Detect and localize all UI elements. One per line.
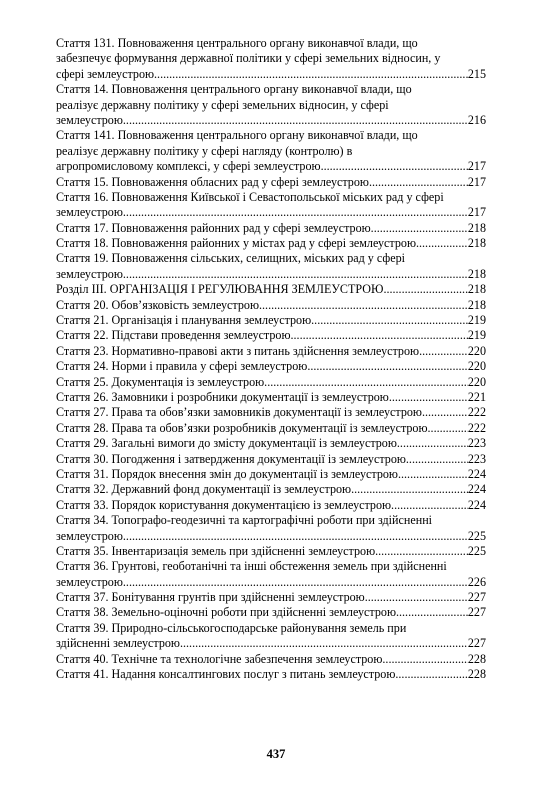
toc-entry xyxy=(56,452,486,467)
toc-page-ref: 227 xyxy=(467,590,486,605)
toc-entry-text: Стаття 26. Замовники і розробники документації із землеустрою xyxy=(56,389,389,404)
toc-entry-line: реалізує державну політику у сфері нагляду (контролю) в xyxy=(56,143,353,158)
toc-page-ref: 225 xyxy=(467,543,486,558)
toc-entry xyxy=(56,298,486,313)
toc-entry-line: Стаття 141. Повноваження центрального органу виконавчої влади, що xyxy=(56,128,418,143)
toc-entry xyxy=(56,344,486,359)
toc-dot-leader xyxy=(365,590,468,605)
toc-dot-leader xyxy=(371,221,468,236)
toc-entry-text: Стаття 37. Бонітування грунтів при здійсненні землеустрою xyxy=(56,590,365,605)
toc-dot-leader xyxy=(416,236,468,251)
toc-entry xyxy=(56,405,486,420)
toc-entry-last-line xyxy=(56,390,486,405)
toc-entry-last-line xyxy=(56,282,486,297)
toc-entry xyxy=(56,36,486,82)
toc-dot-leader xyxy=(395,667,467,682)
toc-entry xyxy=(56,282,486,297)
toc-entry-text: землеустрою xyxy=(56,266,123,281)
toc-entry xyxy=(56,436,486,451)
toc-page-ref: 224 xyxy=(467,482,486,497)
toc-dot-leader xyxy=(398,467,468,482)
toc-dot-leader xyxy=(311,313,468,328)
toc-entry-line: Стаття 19. Повноваження сільських, селищних, міських рад у сфері xyxy=(56,251,406,266)
toc-entry-last-line xyxy=(56,344,486,359)
toc-entry-text: землеустрою xyxy=(56,205,123,220)
toc-dot-leader xyxy=(307,359,468,374)
toc-entry-line: Стаття 16. Повноваження Київської і Севастопольської міських рад у сфері xyxy=(56,189,444,204)
table-of-contents xyxy=(56,36,486,682)
toc-dot-leader xyxy=(369,175,468,190)
toc-entry-text: Стаття 24. Норми і правила у сфері землеустрою xyxy=(56,359,308,374)
toc-dot-leader xyxy=(382,652,467,667)
toc-entry-text: Стаття 28. Права та обов’язки розробників документації із землеустрою xyxy=(56,420,428,435)
toc-entry-text: Стаття 30. Погодження і затвердження документації із землеустрою xyxy=(56,451,406,466)
toc-entry xyxy=(56,421,486,436)
toc-entry xyxy=(56,621,486,652)
toc-dot-leader xyxy=(389,390,468,405)
toc-page-ref: 220 xyxy=(467,359,486,374)
toc-entry xyxy=(56,652,486,667)
toc-entry-text: Стаття 25. Документація із землеустрою xyxy=(56,374,265,389)
toc-page-ref: 223 xyxy=(467,451,486,466)
toc-page-ref: 219 xyxy=(467,328,486,343)
toc-page-ref: 219 xyxy=(467,313,486,328)
toc-page-ref: 223 xyxy=(467,436,486,451)
toc-entry-text: Стаття 41. Надання консалтингових послуг з питань землеустрою xyxy=(56,667,396,682)
toc-entry-text: Стаття 18. Повноваження районних у містах рад у сфері землеустрою xyxy=(56,236,416,251)
toc-dot-leader xyxy=(259,298,468,313)
toc-entry-last-line xyxy=(56,236,486,251)
toc-entry-last-line xyxy=(56,375,486,390)
toc-page-ref: 218 xyxy=(467,282,486,297)
toc-entry-text: Стаття 22. Підстави проведення землеустрою xyxy=(56,328,291,343)
toc-page-ref: 226 xyxy=(467,574,486,589)
toc-entry xyxy=(56,82,486,128)
toc-entry xyxy=(56,498,486,513)
toc-page-ref: 224 xyxy=(467,497,486,512)
toc-dot-leader xyxy=(428,421,468,436)
toc-entry-text: Стаття 27. Права та обов’язки замовників документації із землеустрою xyxy=(56,405,422,420)
toc-entry-last-line xyxy=(56,667,486,682)
toc-page-ref: 215 xyxy=(467,66,486,81)
toc-dot-leader xyxy=(396,605,468,620)
toc-entry xyxy=(56,313,486,328)
toc-entry xyxy=(56,221,486,236)
toc-entry-text: Стаття 35. Інвентаризація земель при здійсненні землеустрою xyxy=(56,543,376,558)
toc-entry-text: Стаття 33. Порядок користування документацією із землеустрою xyxy=(56,497,392,512)
toc-page-ref: 228 xyxy=(467,667,486,682)
toc-entry-last-line xyxy=(56,359,486,374)
toc-dot-leader xyxy=(406,452,468,467)
toc-entry-text: Стаття 40. Технічне та технологічне забезпечення землеустрою xyxy=(56,651,383,666)
toc-entry-last-line xyxy=(56,159,486,174)
toc-dot-leader xyxy=(397,436,468,451)
toc-entry-line: Стаття 131. Повноваження центрального органу виконавчої влади, що xyxy=(56,36,418,50)
toc-entry-last-line xyxy=(56,544,486,559)
toc-entry-last-line xyxy=(56,267,486,282)
toc-entry-text: Стаття 29. Загальні вимоги до змісту документації із землеустрою xyxy=(56,436,397,451)
toc-entry xyxy=(56,375,486,390)
toc-entry xyxy=(56,482,486,497)
toc-entry-last-line xyxy=(56,482,486,497)
toc-entry-last-line xyxy=(56,313,486,328)
toc-dot-leader xyxy=(264,375,468,390)
toc-dot-leader xyxy=(351,482,468,497)
toc-dot-leader xyxy=(180,636,468,651)
toc-entry-last-line xyxy=(56,421,486,436)
toc-entry xyxy=(56,328,486,343)
toc-page-ref: 227 xyxy=(467,605,486,620)
toc-dot-leader xyxy=(422,405,468,420)
toc-entry-last-line xyxy=(56,652,486,667)
toc-entry-text: Стаття 20. Обов’язковість землеустрою xyxy=(56,297,259,312)
toc-entry-last-line xyxy=(56,605,486,620)
toc-entry-text: Стаття 32. Державний фонд документації із землеустрою xyxy=(56,482,352,497)
toc-page-ref: 222 xyxy=(467,420,486,435)
toc-entry-text: Розділ III. ОРГАНІЗАЦІЯ І РЕГУЛЮВАННЯ ЗЕМЛЕУСТРОЮ xyxy=(56,282,384,297)
toc-entry-line: забезпечує формування державної політики у сфері земельних відносин, у xyxy=(56,51,441,66)
toc-dot-leader xyxy=(123,529,468,544)
toc-page-ref: 218 xyxy=(467,297,486,312)
toc-entry-last-line xyxy=(56,452,486,467)
toc-entry xyxy=(56,236,486,251)
toc-entry xyxy=(56,175,486,190)
page-number: 437 xyxy=(266,747,286,761)
toc-entry xyxy=(56,251,486,282)
toc-entry-text: землеустрою xyxy=(56,112,123,127)
toc-dot-leader xyxy=(123,575,468,590)
toc-entry-text: Стаття 38. Земельно-оціночні роботи при здійсненні землеустрою xyxy=(56,605,396,620)
toc-entry-last-line xyxy=(56,467,486,482)
toc-entry-last-line xyxy=(56,575,486,590)
toc-entry-last-line xyxy=(56,590,486,605)
toc-entry xyxy=(56,544,486,559)
toc-page-ref: 222 xyxy=(467,405,486,420)
toc-page-ref: 217 xyxy=(467,174,486,189)
toc-entry-last-line xyxy=(56,529,486,544)
toc-entry-text: Стаття 31. Порядок внесення змін до документації із землеустрою xyxy=(56,466,398,481)
toc-entry-text: здійсненні землеустрою xyxy=(56,636,180,651)
toc-entry-last-line xyxy=(56,405,486,420)
toc-entry xyxy=(56,390,486,405)
toc-entry xyxy=(56,590,486,605)
toc-entry-last-line xyxy=(56,436,486,451)
toc-entry-text: Стаття 15. Повноваження обласних рад у сфері землеустрою xyxy=(56,174,369,189)
toc-page-ref: 220 xyxy=(467,374,486,389)
toc-entry-last-line xyxy=(56,205,486,220)
toc-dot-leader xyxy=(154,67,468,82)
toc-page-ref: 216 xyxy=(467,112,486,127)
toc-entry-last-line xyxy=(56,636,486,651)
toc-dot-leader xyxy=(375,544,468,559)
toc-entry-line: Стаття 14. Повноваження центрального органу виконавчої влади, що xyxy=(56,82,412,97)
toc-entry-last-line xyxy=(56,298,486,313)
toc-page xyxy=(56,36,486,682)
toc-page-ref: 218 xyxy=(467,266,486,281)
toc-entry-last-line xyxy=(56,328,486,343)
toc-page-ref: 228 xyxy=(467,651,486,666)
toc-entry-text: Стаття 17. Повноваження районних рад у сфері землеустрою xyxy=(56,220,371,235)
toc-entry-text: Стаття 23. Нормативно-правові акти з питань здійснення землеустрою xyxy=(56,343,420,358)
toc-dot-leader xyxy=(123,267,468,282)
toc-entry xyxy=(56,467,486,482)
toc-entry-line: Стаття 39. Природно-сільськогосподарське районування земель при xyxy=(56,620,407,635)
toc-page-ref: 218 xyxy=(467,236,486,251)
toc-entry-line: Стаття 36. Грунтові, геоботанічні та інші обстеження земель при здійсненні xyxy=(56,559,447,574)
toc-entry-text: землеустрою xyxy=(56,574,123,589)
toc-dot-leader xyxy=(123,205,468,220)
toc-page-ref: 221 xyxy=(467,389,486,404)
toc-entry-text: агропромисловому комплексі, у сфері землеустрою xyxy=(56,159,321,174)
toc-entry-line: Стаття 34. Топографо-геодезичні та картографічні роботи при здійсненні xyxy=(56,513,433,528)
toc-page-ref: 217 xyxy=(467,159,486,174)
toc-entry-line: реалізує державну політику у сфері земельних відносин, у сфері xyxy=(56,97,389,112)
toc-entry xyxy=(56,605,486,620)
toc-entry xyxy=(56,128,486,174)
toc-entry xyxy=(56,513,486,544)
toc-entry-last-line xyxy=(56,498,486,513)
toc-entry-text: землеустрою xyxy=(56,528,123,543)
toc-entry-last-line xyxy=(56,113,486,128)
toc-dot-leader xyxy=(291,328,468,343)
toc-entry-last-line xyxy=(56,67,486,82)
toc-page-ref: 220 xyxy=(467,343,486,358)
toc-entry xyxy=(56,190,486,221)
toc-entry-text: сфері землеустрою xyxy=(56,66,155,81)
toc-page-ref: 227 xyxy=(467,636,486,651)
toc-dot-leader xyxy=(391,498,468,513)
toc-page-ref: 225 xyxy=(467,528,486,543)
toc-entry-last-line xyxy=(56,175,486,190)
toc-entry-last-line xyxy=(56,221,486,236)
toc-page-ref: 218 xyxy=(467,220,486,235)
toc-dot-leader xyxy=(383,282,467,297)
toc-page-ref: 217 xyxy=(467,205,486,220)
toc-entry xyxy=(56,667,486,682)
toc-entry xyxy=(56,559,486,590)
toc-entry-text: Стаття 21. Організація і планування землеустрою xyxy=(56,313,312,328)
toc-dot-leader xyxy=(123,113,468,128)
toc-entry xyxy=(56,359,486,374)
toc-dot-leader xyxy=(419,344,468,359)
toc-dot-leader xyxy=(321,159,468,174)
toc-page-ref: 224 xyxy=(467,466,486,481)
